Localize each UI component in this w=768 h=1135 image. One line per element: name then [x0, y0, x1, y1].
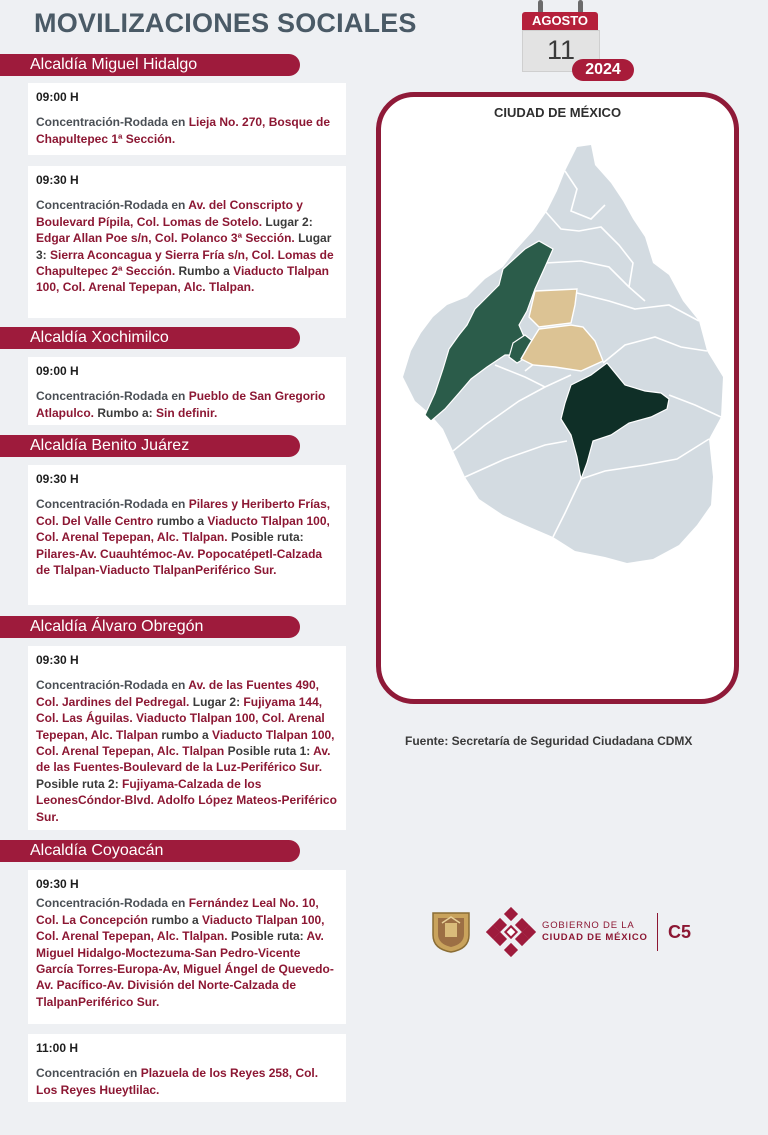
section-header-xochimilco: Alcaldía Xochimilco: [0, 327, 300, 349]
event-text-loc: Viaducto Tlalpan 100, Col. Arenal Tepepan, Alc. Tlalpan: [36, 727, 335, 759]
event-text-loc: Fujiyama 144, Col. Las Águilas. Viaducto Tlalpan 100, Col. Arenal Tepepan, Alc. Tlalpan: [36, 694, 325, 742]
event-description: [36, 1065, 337, 1098]
event-card: [28, 166, 346, 318]
c5-logo: C5: [668, 922, 692, 942]
event-description: [36, 496, 337, 578]
event-card: [28, 646, 346, 830]
map-region-benito-juarez: [529, 289, 577, 327]
calendar-year: 2024: [572, 59, 634, 81]
map-title: CIUDAD DE MÉXICO: [493, 105, 622, 120]
section-header-alvaro-obregon: Alcaldía Álvaro Obregón: [0, 616, 300, 638]
map-panel: [376, 92, 739, 704]
event-time: 09:30 H: [36, 653, 79, 667]
event-text-plain: Lugar 2:: [265, 214, 313, 229]
logo-divider: [657, 913, 658, 951]
event-time: 09:00 H: [36, 90, 79, 104]
event-text-plain: Posible ruta:: [230, 530, 304, 545]
event-description: [36, 388, 337, 421]
event-text-loc: Pilares-Av. Cuauhtémoc-Av. Popocatépetl-Calzada de Tlalpan-Viaducto TlalpanPeriférico Sur.: [36, 546, 323, 578]
event-text-loc: Fujiyama-Calzada de los LeonesCóndor-Blvd. Adolfo López Mateos-Periférico Sur.: [36, 776, 337, 824]
event-text-plain: rumbo a: [151, 912, 203, 927]
gob-line2: CIUDAD DE MÉXICO: [542, 932, 648, 943]
event-text-pre: Concentración en: [36, 1066, 141, 1081]
section-header-benito-juarez: Alcaldía Benito Juárez: [0, 435, 300, 457]
event-description: [36, 895, 337, 1010]
event-text-pre: Concentración-Rodada en: [36, 389, 189, 404]
event-card: [28, 83, 346, 155]
event-time: 09:30 H: [36, 173, 79, 187]
event-text-plain: Lugar 3:: [36, 231, 332, 262]
event-card: [28, 357, 346, 425]
event-text-pre: Concentración-Rodada en: [36, 198, 189, 213]
event-text-loc: Viaducto Tlalpan 100, Col. Arenal Tepepan, Alc. Tlalpan.: [36, 264, 329, 295]
event-card: [28, 465, 346, 605]
event-description: [36, 197, 337, 295]
event-text-plain: rumbo a: [156, 513, 208, 528]
event-text-loc: Av. del Conscripto y Boulevard Pípila, Col. Lomas de Sotelo.: [36, 198, 303, 229]
cdmx-alcaldias-map: [381, 97, 734, 699]
event-text-loc: Viaducto Tlalpan 100, Col. Arenal Tepepan, Alc. Tlalpan.: [36, 513, 330, 545]
event-text-plain: rumbo a: [161, 727, 213, 742]
event-card: [28, 1034, 346, 1102]
event-text-loc: Plazuela de los Reyes 258, Col. Los Reyes Hueytlilac.: [36, 1066, 319, 1097]
section-header-miguel-hidalgo: Alcaldía Miguel Hidalgo: [0, 54, 300, 76]
event-description: [36, 114, 337, 147]
event-text-pre: Concentración-Rodada en: [36, 678, 189, 693]
gob-line1: GOBIERNO DE LA: [542, 920, 635, 931]
event-description: [36, 677, 337, 825]
event-text-plain: Lugar 2:: [192, 694, 244, 709]
source-caption: Fuente: Secretaría de Seguridad Ciudadana CDMX: [405, 734, 693, 748]
footer-logos: [430, 907, 710, 959]
event-time: 11:00 H: [36, 1041, 79, 1055]
page-title: MOVILIZACIONES SOCIALES: [34, 8, 417, 38]
event-text-loc: Viaducto Tlalpan 100, Col. Arenal Tepepan, Alc. Tlalpan.: [36, 912, 325, 944]
coat-of-arms-icon: [430, 909, 472, 953]
event-time: 09:30 H: [36, 877, 79, 891]
calendar-day: 11: [522, 30, 600, 72]
event-card: [28, 870, 346, 1024]
event-text-loc: Sin definir.: [156, 405, 218, 420]
event-text-loc: Av. de las Fuentes-Boulevard de la Luz-Periférico Sur.: [36, 744, 331, 775]
event-text-plain: Posible ruta 2:: [36, 776, 123, 791]
event-text-loc: Lieja No. 270, Bosque de Chapultepec 1ª Sección.: [36, 115, 331, 146]
event-text-loc: Fernández Leal No. 10, Col. La Concepción: [36, 896, 319, 927]
event-time: 09:30 H: [36, 472, 79, 486]
event-text-loc: Av. Miguel Hidalgo-Moctezuma-San Pedro-Vicente García Torres-Europa-Av, Miguel Ángel de Quevedo-Av. Pacífico-Av. División del Norte-Calzada de TlalpanPeriférico Sur.: [36, 929, 334, 1009]
event-text-loc: Pilares y Heriberto Frías, Col. Del Valle Centro: [36, 497, 331, 528]
event-text-plain: Posible ruta 1:: [227, 744, 314, 759]
event-text-loc: Sierra Aconcagua y Sierra Fría s/n, Col. Lomas de Chapultepec 2ª Sección.: [36, 247, 334, 279]
event-text-pre: Concentración-Rodada en: [36, 497, 189, 512]
gobierno-cdmx-wordmark: [542, 920, 648, 944]
event-text-plain: Rumbo a: [178, 264, 234, 279]
event-time: 09:00 H: [36, 364, 79, 378]
event-text-plain: Posible ruta:: [230, 929, 307, 944]
cdmx-x-logo-icon: [486, 907, 536, 957]
event-text-pre: Concentración-Rodada en: [36, 896, 189, 911]
calendar-badge: [522, 0, 637, 82]
event-text-loc: Pueblo de San Gregorio Atlapulco.: [36, 389, 326, 420]
calendar-month: AGOSTO: [522, 12, 598, 30]
event-text-loc: Edgar Allan Poe s/n, Col. Polanco 3ª Sección.: [36, 231, 299, 246]
event-text-plain: Rumbo a:: [97, 405, 157, 420]
event-text-loc: Av. de las Fuentes 490, Col. Jardines del Pedregal.: [36, 678, 319, 709]
event-text-pre: Concentración-Rodada en: [36, 115, 189, 130]
section-header-coyoacan: Alcaldía Coyoacán: [0, 840, 300, 862]
